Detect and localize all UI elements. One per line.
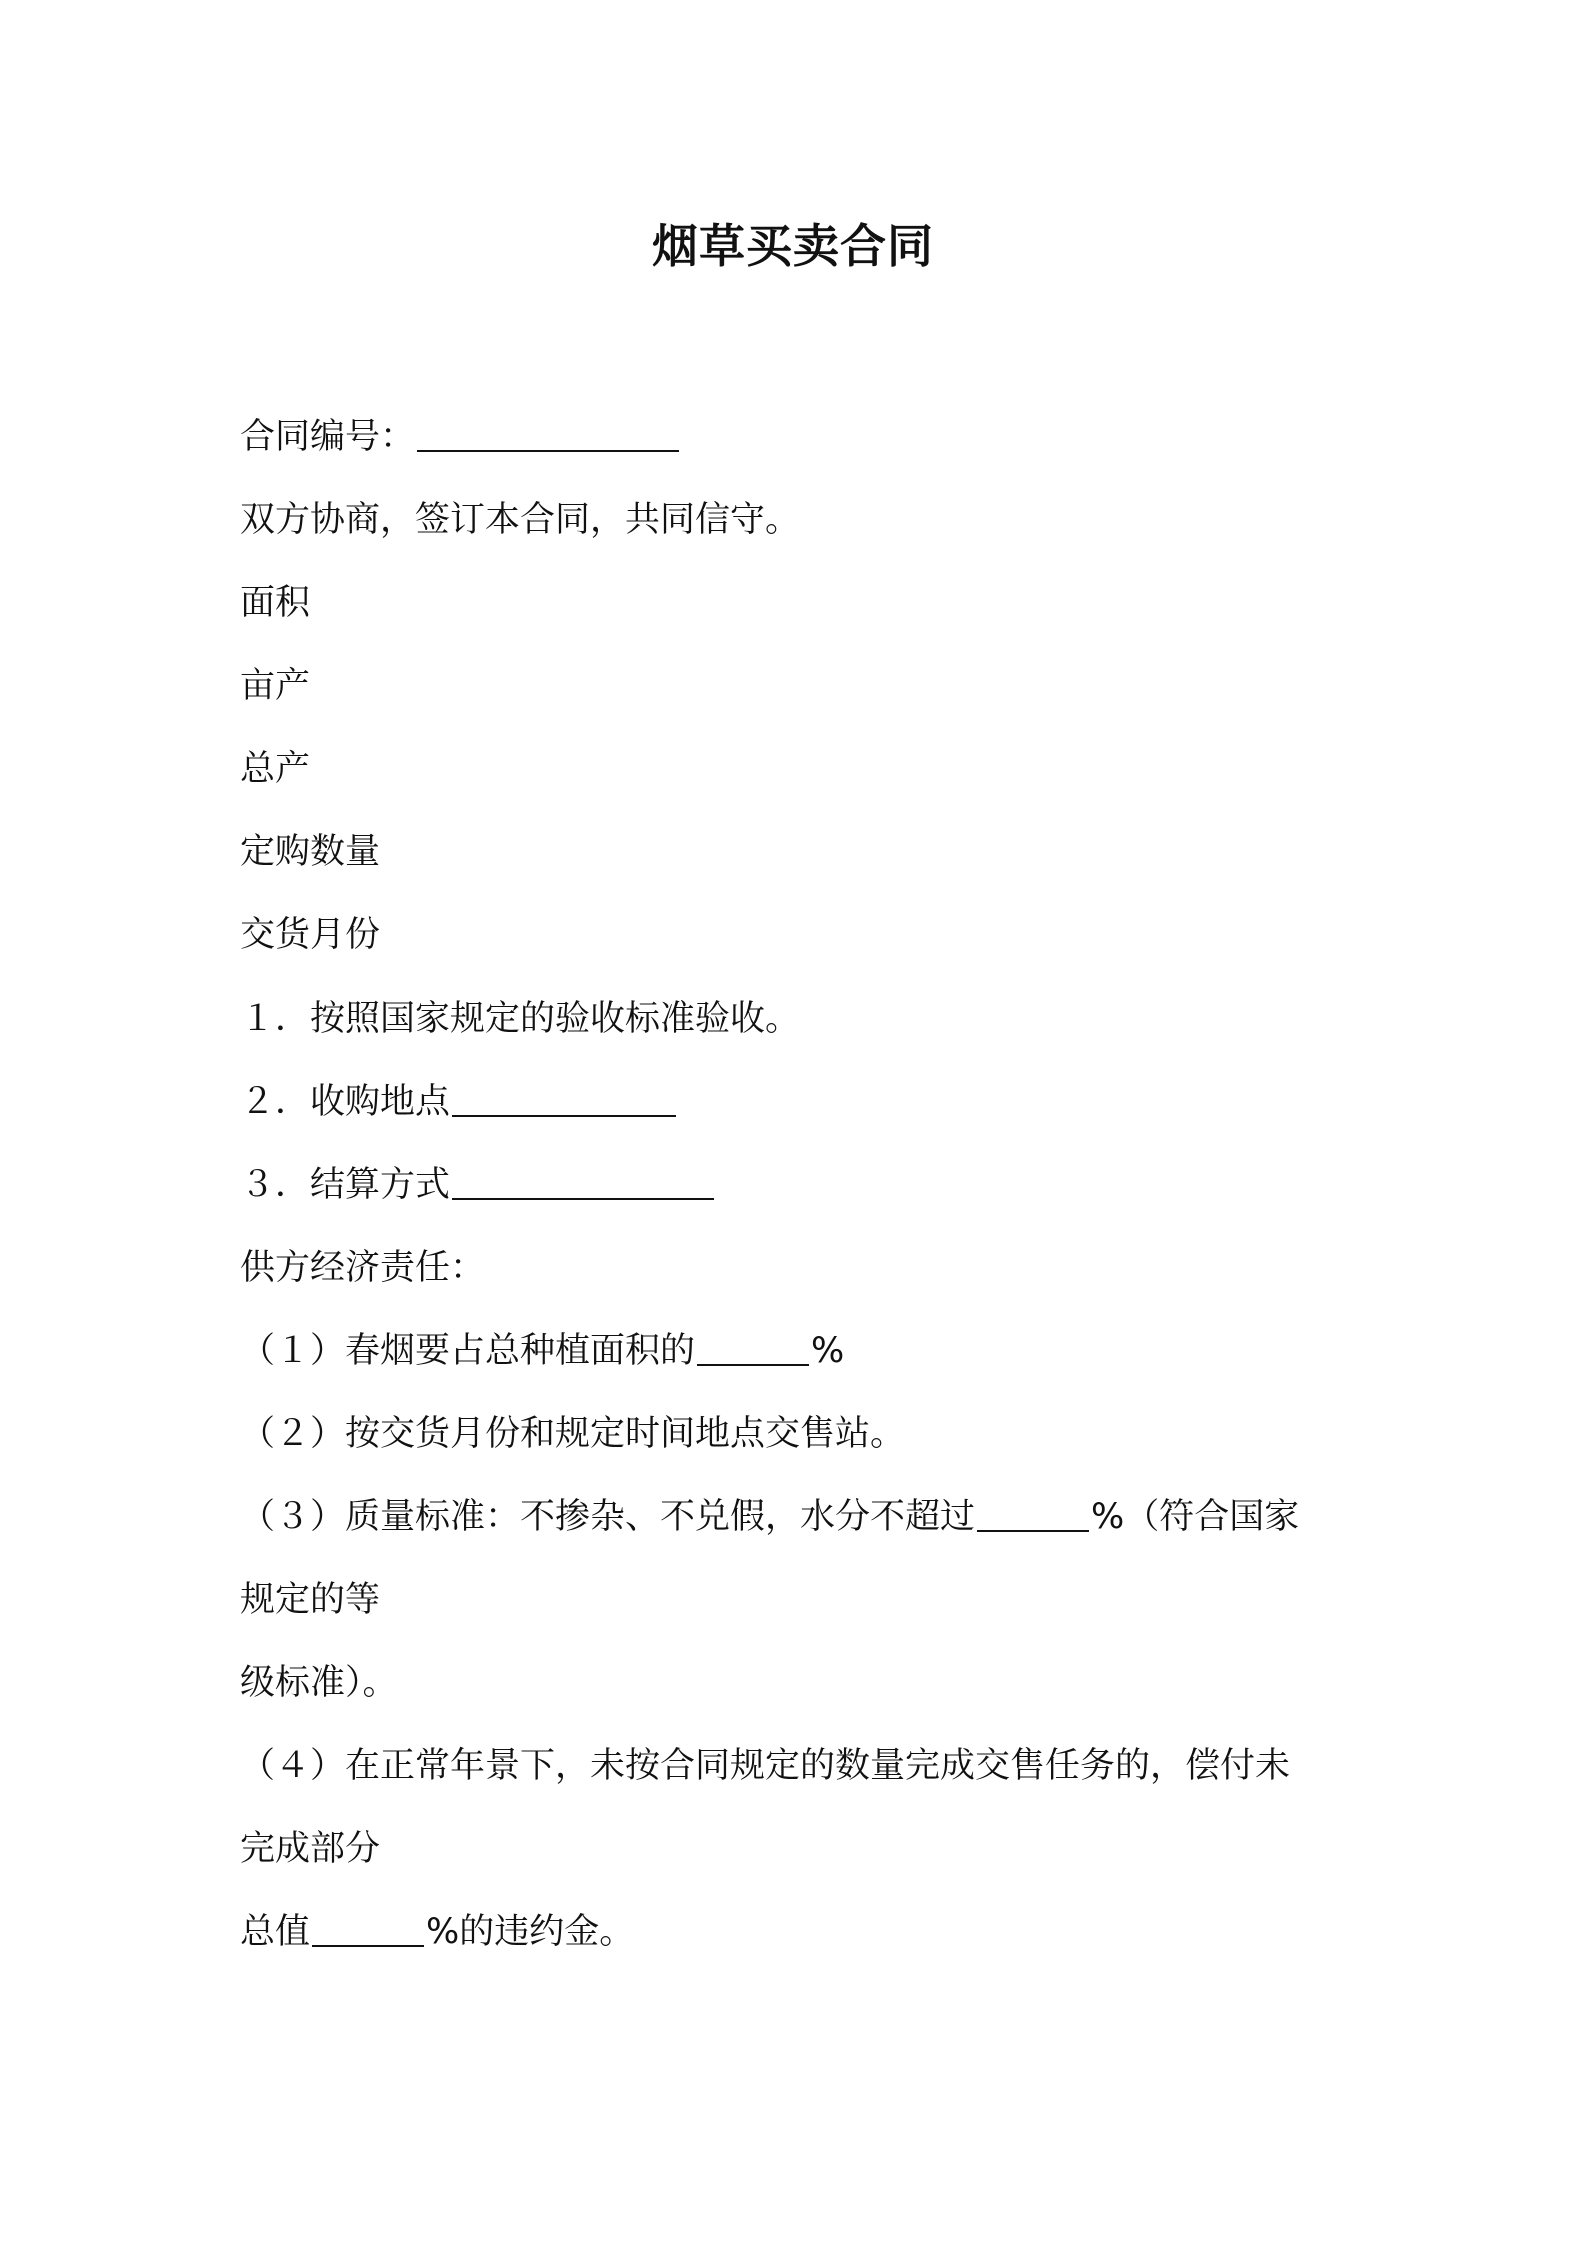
item-4-line3 [240, 1910, 634, 1954]
item-1-text: （１）春烟要占总种植面积的 [240, 1331, 696, 1371]
supplier-heading: 供方经济责任： [240, 1248, 486, 1288]
moisture-percent-blank [977, 1500, 1089, 1532]
item-4-suffix: %的违约金。 [426, 1912, 635, 1952]
field-order-quantity-label: 定购数量 [240, 832, 381, 872]
clause-1-line: １．按照国家规定的验收标准验收。 [240, 999, 801, 1039]
contract-number-blank [417, 420, 679, 452]
clause-2-line [240, 1080, 678, 1124]
field-delivery-month-label: 交货月份 [240, 915, 381, 955]
contract-number-line [240, 415, 681, 459]
item-3-line1 [240, 1495, 1299, 1539]
document-title: 烟草买卖合同 [652, 219, 934, 273]
item-4-line2: 完成部分 [240, 1829, 381, 1869]
penalty-percent-blank [312, 1915, 424, 1947]
agreement-intro-line: 双方协商，签订本合同，共同信守。 [240, 500, 801, 540]
purchase-location-blank [452, 1085, 676, 1117]
field-area-label: 面积 [240, 583, 311, 623]
item-3-line3: 级标准）。 [240, 1663, 398, 1703]
clause-3-label: ３．结算方式 [240, 1165, 451, 1205]
spring-tobacco-percent-blank [697, 1334, 809, 1366]
item-1-suffix: % [811, 1331, 845, 1371]
item-1-line [240, 1329, 844, 1373]
contract-number-label: 合同编号： [240, 417, 416, 457]
item-3-text: （３）质量标准：不掺杂、不兑假，水分不超过 [240, 1497, 976, 1537]
field-total-output-label: 总产 [240, 749, 311, 789]
item-2-line: （２）按交货月份和规定时间地点交售站。 [240, 1414, 906, 1454]
clause-2-label: ２．收购地点 [240, 1082, 451, 1122]
item-4-line1: （４）在正常年景下，未按合同规定的数量完成交售任务的，偿付未 [240, 1746, 1291, 1786]
item-4-prefix: 总值 [240, 1912, 311, 1952]
field-yield-per-mu-label: 亩产 [240, 666, 311, 706]
item-3-suffix: %（符合国家 [1091, 1497, 1300, 1537]
settlement-method-blank [452, 1168, 714, 1200]
item-3-line2: 规定的等 [240, 1580, 381, 1620]
clause-3-line [240, 1163, 716, 1207]
